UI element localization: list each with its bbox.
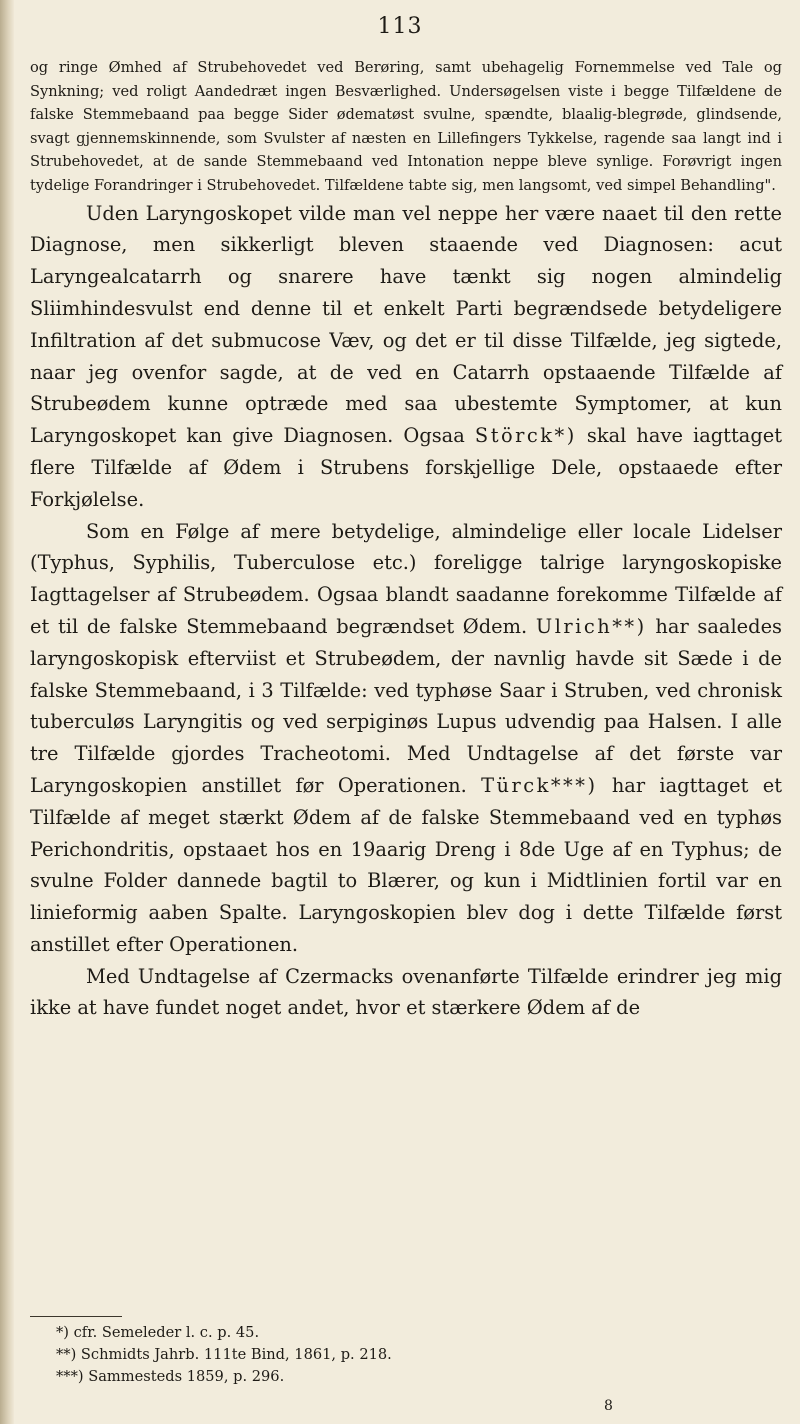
paragraph-oedema-text-end: har iagttaget et Tilfælde af meget stærkt Ødem af de falske Stemmebaand ved en typhøs Perichondritis, opstaaet hos en 19aarig Dreng i 8de Uge af en Typhus; de svulne Folder dannede bagtil to Blærer, og kun i Midtlinien fortil var en linieformig aaben Spalte. Laryngoskopien blev dog i dette Tilfælde først anstillet efter Operationen. xyxy=(30,773,782,956)
author-reference-storck: Störck*) xyxy=(474,424,577,448)
page-number: 113 xyxy=(377,14,423,39)
paragraph-oedema-cases xyxy=(30,516,782,961)
page-body xyxy=(30,56,782,1024)
printer-signature-mark: 8 xyxy=(604,1398,613,1414)
author-reference-turck: Türck***) xyxy=(481,773,598,797)
footnote-1: *) cfr. Semeleder l. c. p. 45. xyxy=(56,1324,260,1341)
footnote-2: **) Schmidts Jahrb. 111te Bind, 1861, p. 218. xyxy=(56,1346,392,1363)
footnotes xyxy=(56,1322,716,1388)
paragraph-diagnosis xyxy=(30,198,782,516)
paragraph-diagnosis-text-end: skal have iagttaget flere Tilfælde af Ødem i Strubens forskjellige Dele, opstaaede efter Forkjølelse. xyxy=(30,424,782,511)
quoted-case-paragraph: og ringe Ømhed af Strubehovedet ved Berøring, samt ubehagelig Fornemmelse ved Tale og Synkning; ved roligt Aandedræt ingen Besværlighed. Undersøgelsen viste i begge Tilfældene de falske Stemmebaand paa begge Sider ødematøst svulne, spændte, blaalig-blegrøde, glindsende, svagt gjennemskinnende, som Svulster af næsten en Lillefingers Tykkelse, ragende saa langt ind i Strubehovedet, at de sande Stemmebaand ved Intonation neppe bleve synlige. Forøvrigt ingen tydelige Forandringer i Strubehovedet. Tilfældene tabte sig, men langsomt, ved simpel Behandling". xyxy=(30,59,782,194)
paragraph-oedema-text-middle: har saaledes laryngoskopisk efterviist et Strubeødem, der navnlig havde sit Sæde i de falske Stemmebaand, i 3 Tilfælde: ved typhøse Saar i Struben, ved chronisk tuberculøs Laryngitis og ved serpiginøs Lupus udvendig paa Halsen. I alle tre Tilfælde gjordes Tracheotomi. Med Undtagelse af det første var Laryngoskopien anstillet før Operationen. xyxy=(30,614,782,797)
footnote-3: ***) Sammesteds 1859, p. 296. xyxy=(56,1368,285,1385)
author-reference-ulrich: Ulrich**) xyxy=(535,614,647,638)
paragraph-czermack: Med Undtagelse af Czermacks ovenanførte Tilfælde erindrer jeg mig ikke at have fundet noget andet, hvor et stærkere Ødem af de xyxy=(30,964,782,1020)
page-binding-edge xyxy=(0,0,14,1424)
footnote-divider xyxy=(30,1316,122,1317)
paragraph-oedema-text: Som en Følge af mere betydelige, almindelige eller locale Lidelser (Typhus, Syphilis, Tuberculose etc.) foreligge talrige laryngoskopiske Iagttagelser af Strubeødem. Ogsaa blandt saadanne forekomme Tilfælde af et til de falske Stemmebaand begrændset Ødem. xyxy=(30,519,782,638)
paragraph-diagnosis-text: Uden Laryngoskopet vilde man vel neppe her være naaet til den rette Diagnose, men sikkerligt bleven staaende ved Diagnosen: acut Laryngealcatarrh og snarere have tænkt sig nogen almindelig Sliimhindesvulst end denne til et enkelt Parti begrændsede betydeligere Infiltration af det submucose Væv, og det er til disse Tilfælde, jeg sigtede, naar jeg ovenfor sagde, at de ved en Catarrh opstaaende Tilfælde af Strubeødem kunne optræde med saa ubestemte Symptomer, at kun Laryngoskopet kan give Diagnosen. Ogsaa xyxy=(30,201,782,448)
